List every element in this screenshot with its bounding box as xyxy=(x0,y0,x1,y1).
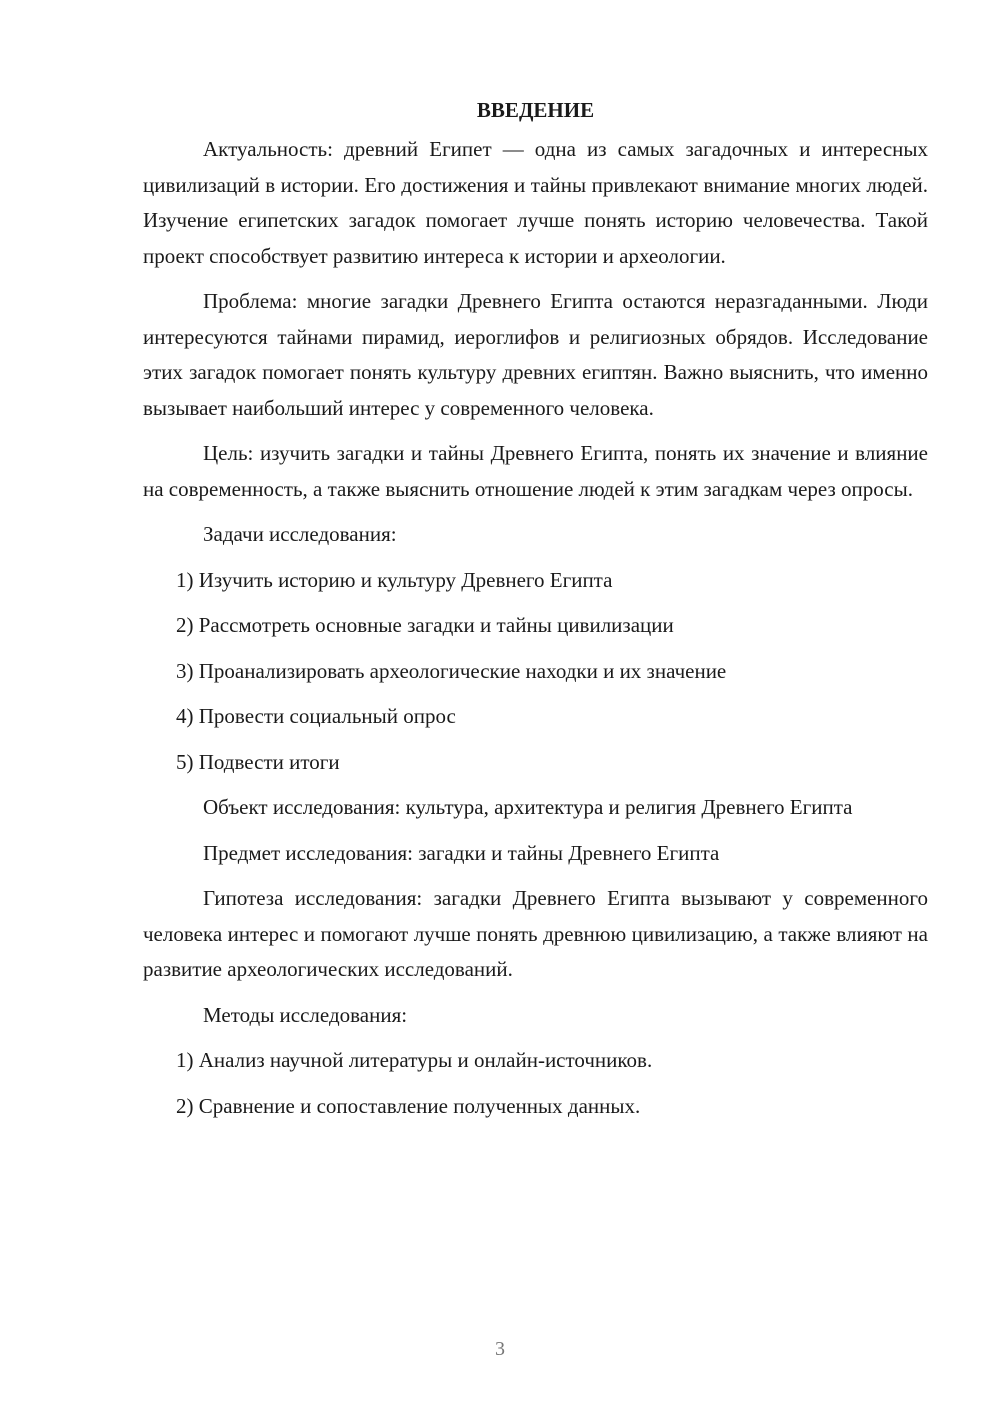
object-paragraph: Объект исследования: культура, архитектура и религия Древнего Египта xyxy=(203,795,853,819)
method-item: 1) Анализ научной литературы и онлайн-источников. xyxy=(176,1048,653,1072)
task-item: 4) Провести социальный опрос xyxy=(176,704,456,728)
hypothesis-paragraph: Гипотеза исследования: загадки Древнего Египта вызывают у современного человека интерес и помогают лучше понять древнюю цивилизацию, а также влияют на развитие археологических исследований. xyxy=(143,886,928,981)
task-item: 5) Подвести итоги xyxy=(176,749,340,774)
methods-label: Методы исследования: xyxy=(203,1002,408,1027)
method-item: 2) Сравнение и сопоставление полученных данных. xyxy=(176,1093,641,1118)
task-item: 1) Изучить историю и культуру Древнего Египта xyxy=(176,567,613,592)
task-item: 2) Рассмотреть основные загадки и тайны цивилизации xyxy=(176,613,674,637)
tasks-label: Задачи исследования: xyxy=(203,522,397,546)
page-number: 3 xyxy=(495,1338,505,1360)
task-item: 3) Проанализировать археологические находки и их значение xyxy=(176,658,727,683)
subject-paragraph: Предмет исследования: загадки и тайны Древнего Египта xyxy=(203,840,720,865)
page-content xyxy=(143,93,928,1134)
problem-paragraph: Проблема: многие загадки Древнего Египта остаются неразгаданными. Люди интересуются тайнами пирамид, иероглифов и религиозных обрядов. Исследование этих загадок помогает понять культуру древних египтян. Важно выяснить, что именно вызывает наибольший интерес у современного человека. xyxy=(143,289,928,420)
relevance-paragraph: Актуальность: древний Египет — одна из самых загадочных и интересных цивилизаций в истории. Его достижения и тайны привлекают внимание многих людей. Изучение египетских загадок помогает лучше понять историю человечества. Такой проект способствует развитию интереса к истории и археологии. xyxy=(143,137,928,268)
section-heading: ВВЕДЕНИЕ xyxy=(476,98,595,122)
goal-paragraph: Цель: изучить загадки и тайны Древнего Египта, понять их значение и влияние на современность, а также выяснить отношение людей к этим загадкам через опросы. xyxy=(143,441,928,501)
